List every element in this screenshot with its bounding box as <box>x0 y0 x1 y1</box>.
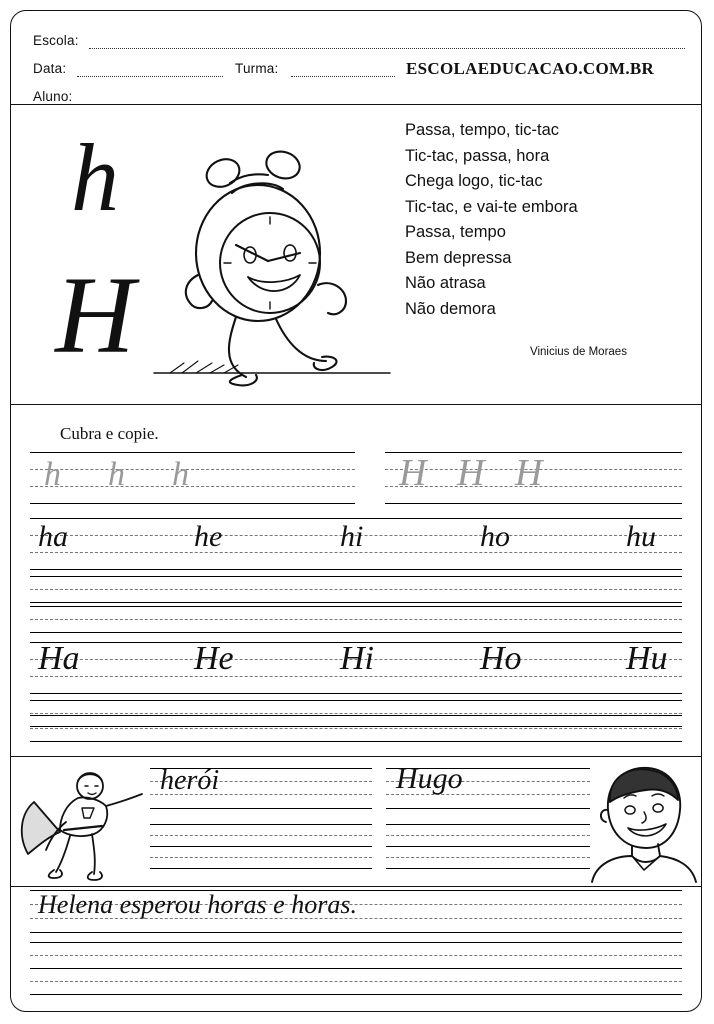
syllable-model: he <box>194 520 223 553</box>
word-model-row-hugo[interactable] <box>386 762 590 808</box>
brand-logo: ESCOLAEDUCACAO.COM.BR <box>406 59 655 78</box>
poem-line: Bem depressa <box>405 248 512 267</box>
poem-author: Vinicius de Moraes <box>530 346 627 358</box>
poem-line: Não atrasa <box>405 274 486 292</box>
word-model-row-heroi[interactable] <box>150 765 372 808</box>
field-line-escola[interactable] <box>89 47 685 49</box>
tracing-row-lowercase[interactable] <box>30 452 355 504</box>
header <box>11 11 701 104</box>
syllable-model: Ha <box>38 640 80 677</box>
poem-line: Não demora <box>405 299 496 318</box>
trace-letter: H <box>515 452 543 494</box>
syllable-model: ho <box>480 520 510 553</box>
practice-row-lowercase-2[interactable] <box>30 606 682 632</box>
field-line-turma[interactable] <box>291 75 395 77</box>
trace-letter: H <box>399 452 427 494</box>
practice-row-lowercase-1[interactable] <box>30 576 682 602</box>
trace-letter: h <box>44 456 61 493</box>
word-practice-row-heroi-2[interactable] <box>150 846 372 868</box>
trace-letter: h <box>172 456 189 493</box>
field-label-data: Data: <box>33 61 67 76</box>
syllable-model: Ho <box>480 640 522 677</box>
word-practice-row-hugo-2[interactable] <box>386 846 590 868</box>
field-line-data[interactable] <box>77 75 223 77</box>
header-divider <box>11 104 701 105</box>
syllable-model: He <box>194 640 234 677</box>
section-divider-words <box>11 756 701 757</box>
word-practice-row-hugo-1[interactable] <box>386 824 590 846</box>
syllables-uppercase-model-row[interactable] <box>30 642 682 694</box>
field-label-turma: Turma: <box>235 61 279 76</box>
letter-model-block <box>35 120 155 380</box>
syllable-model: hu <box>626 520 656 553</box>
poem-line: Tic-tac, e vai-te embora <box>405 197 578 216</box>
sentence-model-row[interactable] <box>30 890 682 932</box>
practice-row-uppercase-2[interactable] <box>30 715 682 741</box>
word-model: Hugo <box>396 762 463 795</box>
section-divider-top <box>11 404 701 405</box>
syllable-model: hi <box>340 520 364 553</box>
poem-line: Tic-tac, passa, hora <box>405 146 550 165</box>
word-practice-row-heroi-1[interactable] <box>150 824 372 846</box>
tracing-row-uppercase[interactable] <box>385 452 682 504</box>
sentence-model: Helena esperou horas e horas. <box>38 890 357 919</box>
field-label-escola: Escola: <box>33 33 79 48</box>
section-divider-sentence <box>11 886 701 887</box>
sentence-practice-row-1[interactable] <box>30 942 682 968</box>
hugo-illustration <box>582 758 700 884</box>
word-model: herói <box>160 765 220 796</box>
letter-model-uppercase: H <box>55 254 135 376</box>
instruction-text: Cubra e copie. <box>60 424 159 443</box>
poem-line: Passa, tempo, tic-tac <box>405 121 560 139</box>
field-label-aluno: Aluno: <box>33 89 73 104</box>
letter-model-lowercase: h <box>71 124 119 231</box>
trace-letter: h <box>108 456 125 493</box>
hero-illustration <box>16 762 146 882</box>
syllables-lowercase-model-row[interactable] <box>30 518 682 570</box>
clock-illustration <box>150 125 395 390</box>
syllable-model: ha <box>38 520 68 553</box>
syllable-model: Hi <box>340 640 374 677</box>
trace-letter: H <box>457 452 485 494</box>
sentence-practice-row-2[interactable] <box>30 968 682 994</box>
poem-block <box>405 118 695 358</box>
poem-line: Passa, tempo <box>405 223 506 241</box>
syllable-model: Hu <box>626 640 668 677</box>
poem-line: Chega logo, tic-tac <box>405 172 543 190</box>
